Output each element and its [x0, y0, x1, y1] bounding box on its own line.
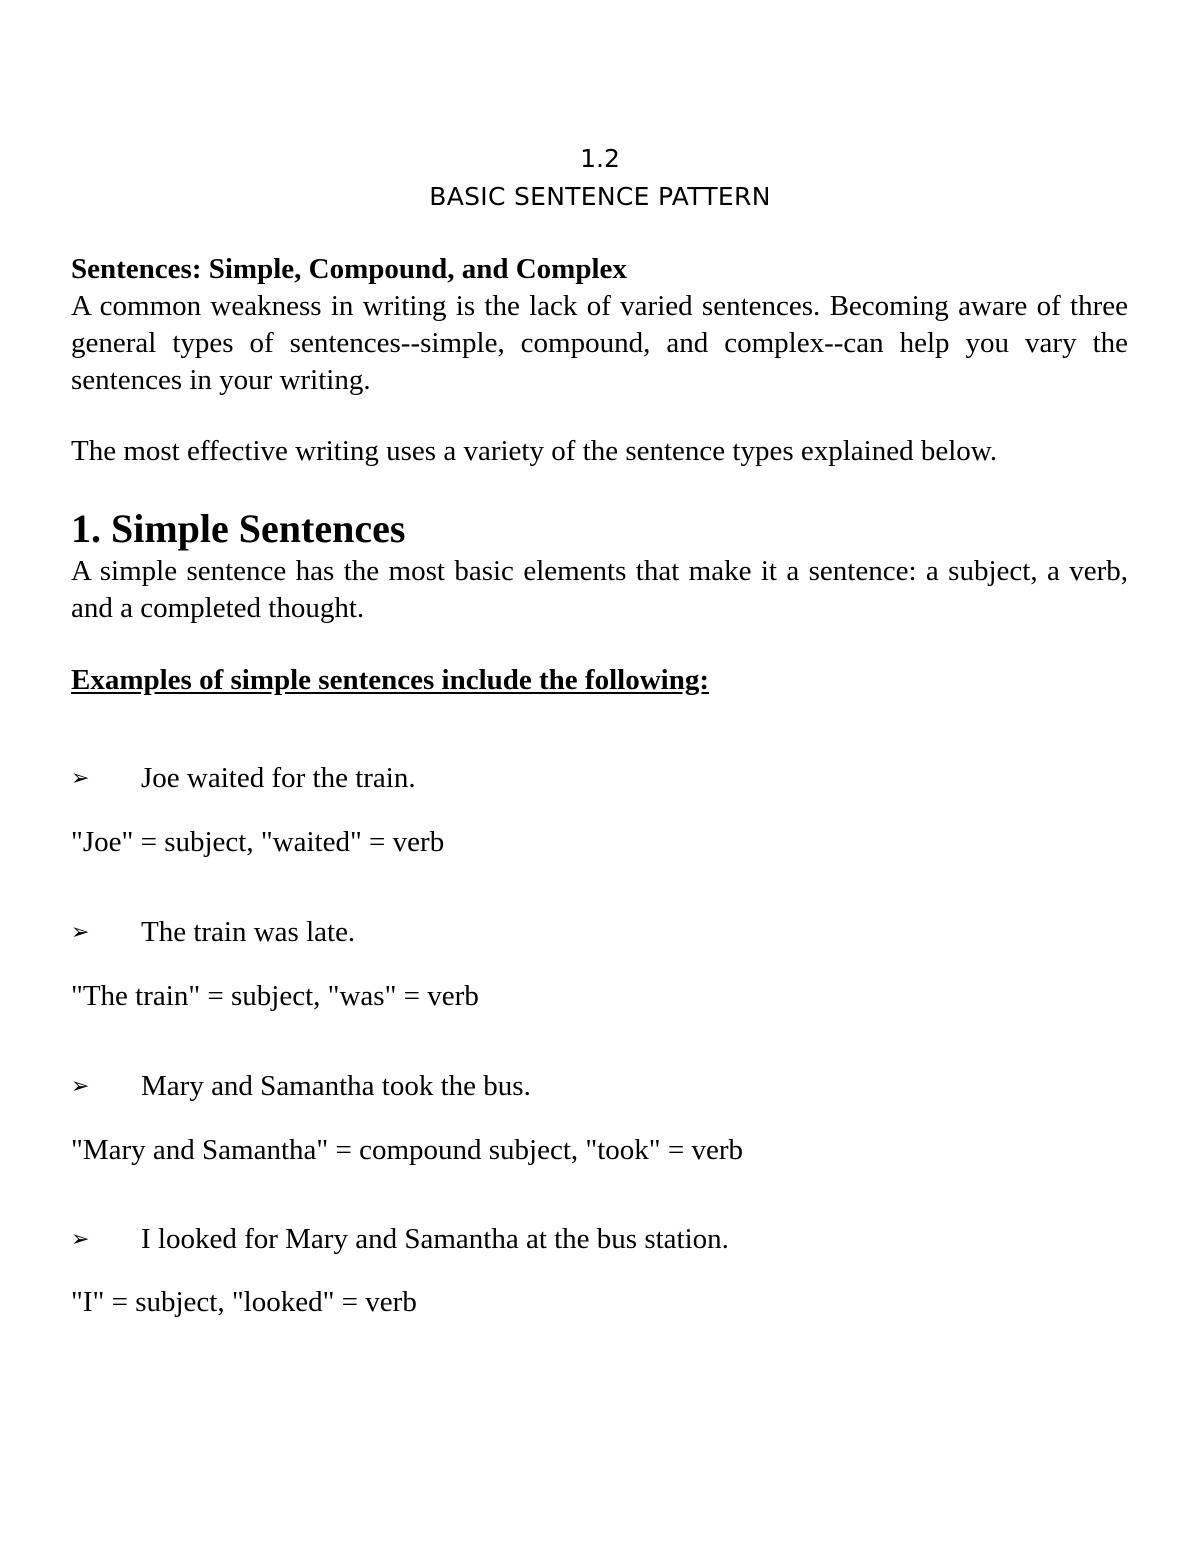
example-analysis: "The train" = subject, "was" = verb — [71, 980, 479, 1012]
example-sentence: Joe waited for the train. — [141, 762, 416, 794]
arrow-bullet-icon: ➢ — [71, 1074, 90, 1099]
simple-sentences-paragraph: A simple sentence has the most basic elements that make it a sentence: a subject, a verb, and a completed thought. — [71, 555, 1128, 624]
intro-heading: Sentences: Simple, Compound, and Complex — [71, 253, 627, 285]
intro-summary: The most effective writing uses a variety of the sentence types explained below. — [71, 435, 998, 467]
example-sentence: I looked for Mary and Samantha at the bus station. — [141, 1223, 729, 1255]
example-sentence: The train was late. — [141, 916, 356, 948]
list-item — [71, 1068, 1128, 1105]
intro-block — [71, 251, 1128, 399]
list-item — [71, 1221, 1128, 1258]
arrow-bullet-icon: ➢ — [71, 766, 90, 791]
example-analysis: "Joe" = subject, "waited" = verb — [71, 826, 445, 858]
example-sentence: Mary and Samantha took the bus. — [141, 1070, 531, 1102]
simple-sentences-heading: 1. Simple Sentences — [71, 506, 406, 551]
examples-heading: Examples of simple sentences include the following: — [71, 664, 709, 696]
arrow-bullet-icon: ➢ — [71, 920, 90, 945]
page-title: BASIC SENTENCE PATTERN — [429, 182, 771, 211]
example-analysis: "Mary and Samantha" = compound subject, "took" = verb — [71, 1134, 744, 1166]
intro-paragraph: A common weakness in writing is the lack of varied sentences. Becoming aware of three general types of sentences--simple, compound, and complex--can help you vary the sentences in your writing. — [71, 290, 1128, 396]
example-analysis: "I" = subject, "looked" = verb — [71, 1286, 417, 1318]
list-item — [71, 760, 1128, 797]
arrow-bullet-icon: ➢ — [71, 1227, 90, 1252]
section-number: 1.2 — [580, 144, 620, 173]
list-item — [71, 914, 1128, 951]
